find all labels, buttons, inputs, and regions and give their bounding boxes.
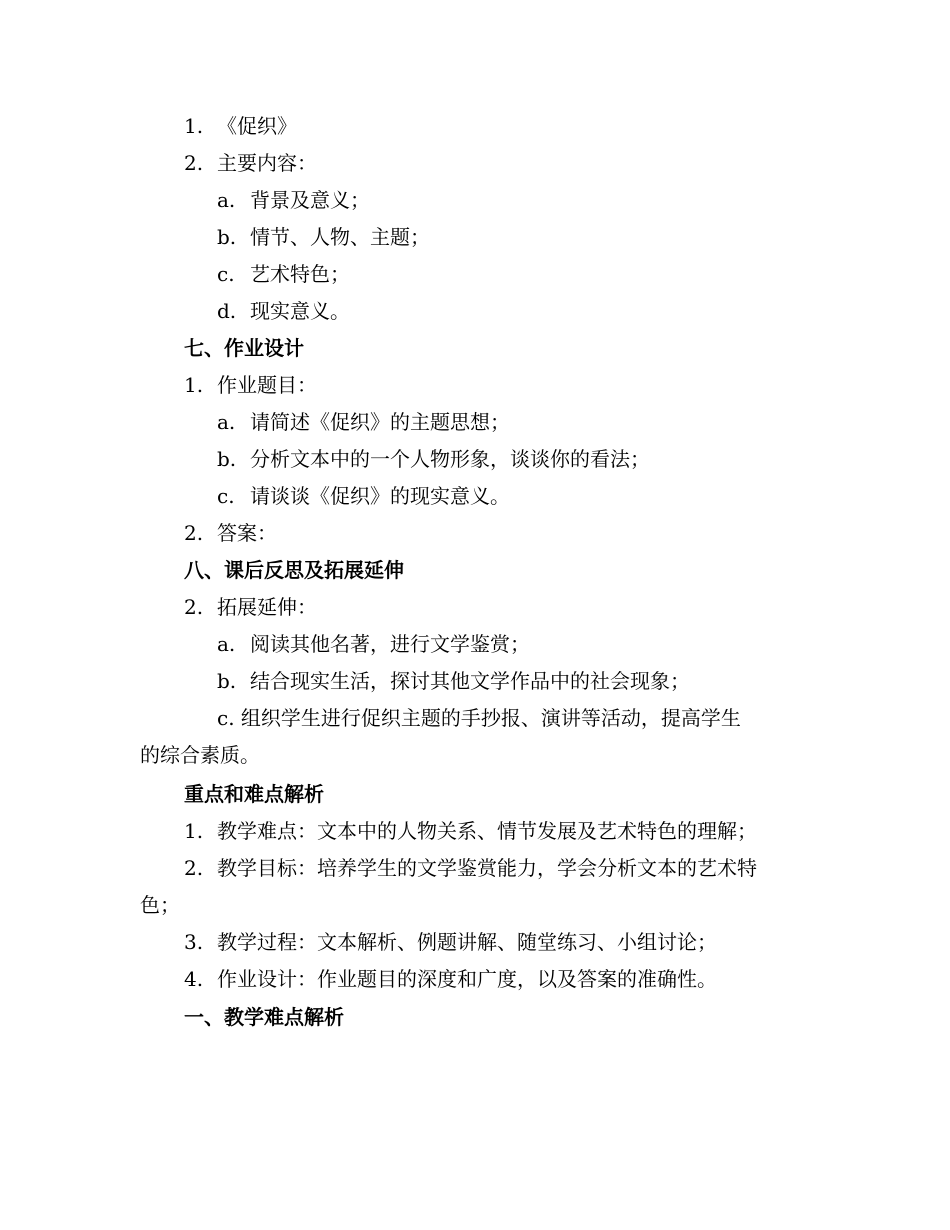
list-marker: a. <box>217 188 236 212</box>
sub-list-item <box>217 224 430 250</box>
list-marker: a. <box>217 632 236 656</box>
list-item-text: 请谈谈《促织》的现实意义。 <box>250 484 510 508</box>
list-item-text: 情节、人物、主题； <box>250 225 430 249</box>
list-marker: 4. <box>184 967 204 991</box>
list-item-text: 教学难点：文本中的人物关系、情节发展及艺术特色的理解； <box>217 819 757 843</box>
list-item <box>184 818 757 844</box>
list-item-text: 教学目标：培养学生的文学鉴赏能力，学会分析文本的艺术特 <box>217 856 757 880</box>
list-marker: 1. <box>184 819 204 843</box>
list-item <box>184 929 717 955</box>
list-marker: b. <box>217 669 237 693</box>
list-item-text: 作业题目： <box>217 373 317 397</box>
section-heading: 七、作业设计 <box>184 336 304 360</box>
list-marker: 2. <box>184 595 204 619</box>
sub-list-item <box>217 187 370 213</box>
list-item-text: 拓展延伸： <box>217 595 317 619</box>
section-heading: 重点和难点解析 <box>184 782 324 806</box>
list-item <box>184 855 757 881</box>
list-marker: 2. <box>184 856 204 880</box>
list-item-text: 阅读其他名著，进行文学鉴赏； <box>250 632 530 656</box>
list-marker: 1. <box>184 373 204 397</box>
list-item <box>184 520 277 546</box>
list-marker: a. <box>217 410 236 434</box>
list-marker: 3. <box>184 930 204 954</box>
section-heading: 八、课后反思及拓展延伸 <box>184 558 404 582</box>
list-item <box>184 113 297 139</box>
sub-list-item <box>217 261 350 287</box>
paragraph-line: 的综合素质。 <box>140 743 260 767</box>
paragraph-line: c. 组织学生进行促织主题的手抄报、演讲等活动，提高学生 <box>217 706 741 730</box>
section-heading: 一、教学难点解析 <box>184 1005 344 1029</box>
sub-list-item <box>217 483 510 509</box>
list-item <box>184 594 317 620</box>
list-item-text: 现实意义。 <box>250 299 350 323</box>
list-marker: d. <box>217 299 237 323</box>
list-marker: 1. <box>184 114 204 138</box>
paragraph-line: 色； <box>140 893 180 917</box>
list-item-text: 主要内容： <box>217 151 317 175</box>
list-marker: b. <box>217 447 237 471</box>
list-item <box>184 150 317 176</box>
sub-list-item <box>217 446 650 472</box>
list-item-text: 结合现实生活，探讨其他文学作品中的社会现象； <box>250 669 690 693</box>
list-marker: 2. <box>184 521 204 545</box>
list-marker: 2. <box>184 151 204 175</box>
list-item-text: 教学过程：文本解析、例题讲解、随堂练习、小组讨论； <box>217 930 717 954</box>
sub-list-item <box>217 409 510 435</box>
sub-list-item <box>217 631 530 657</box>
list-item-text: 请简述《促织》的主题思想； <box>250 410 510 434</box>
list-item-text: 答案： <box>217 521 277 545</box>
sub-list-item <box>217 298 350 324</box>
list-item-text: 背景及意义； <box>250 188 370 212</box>
list-marker: c. <box>217 262 235 286</box>
list-marker: c. <box>217 484 235 508</box>
sub-list-item <box>217 668 690 694</box>
list-item <box>184 966 717 992</box>
list-item-text: 《促织》 <box>217 114 297 138</box>
list-item-text: 分析文本中的一个人物形象，谈谈你的看法； <box>250 447 650 471</box>
list-item <box>184 372 317 398</box>
list-item-text: 艺术特色； <box>250 262 350 286</box>
list-item-text: 作业设计：作业题目的深度和广度，以及答案的准确性。 <box>217 967 717 991</box>
list-marker: b. <box>217 225 237 249</box>
